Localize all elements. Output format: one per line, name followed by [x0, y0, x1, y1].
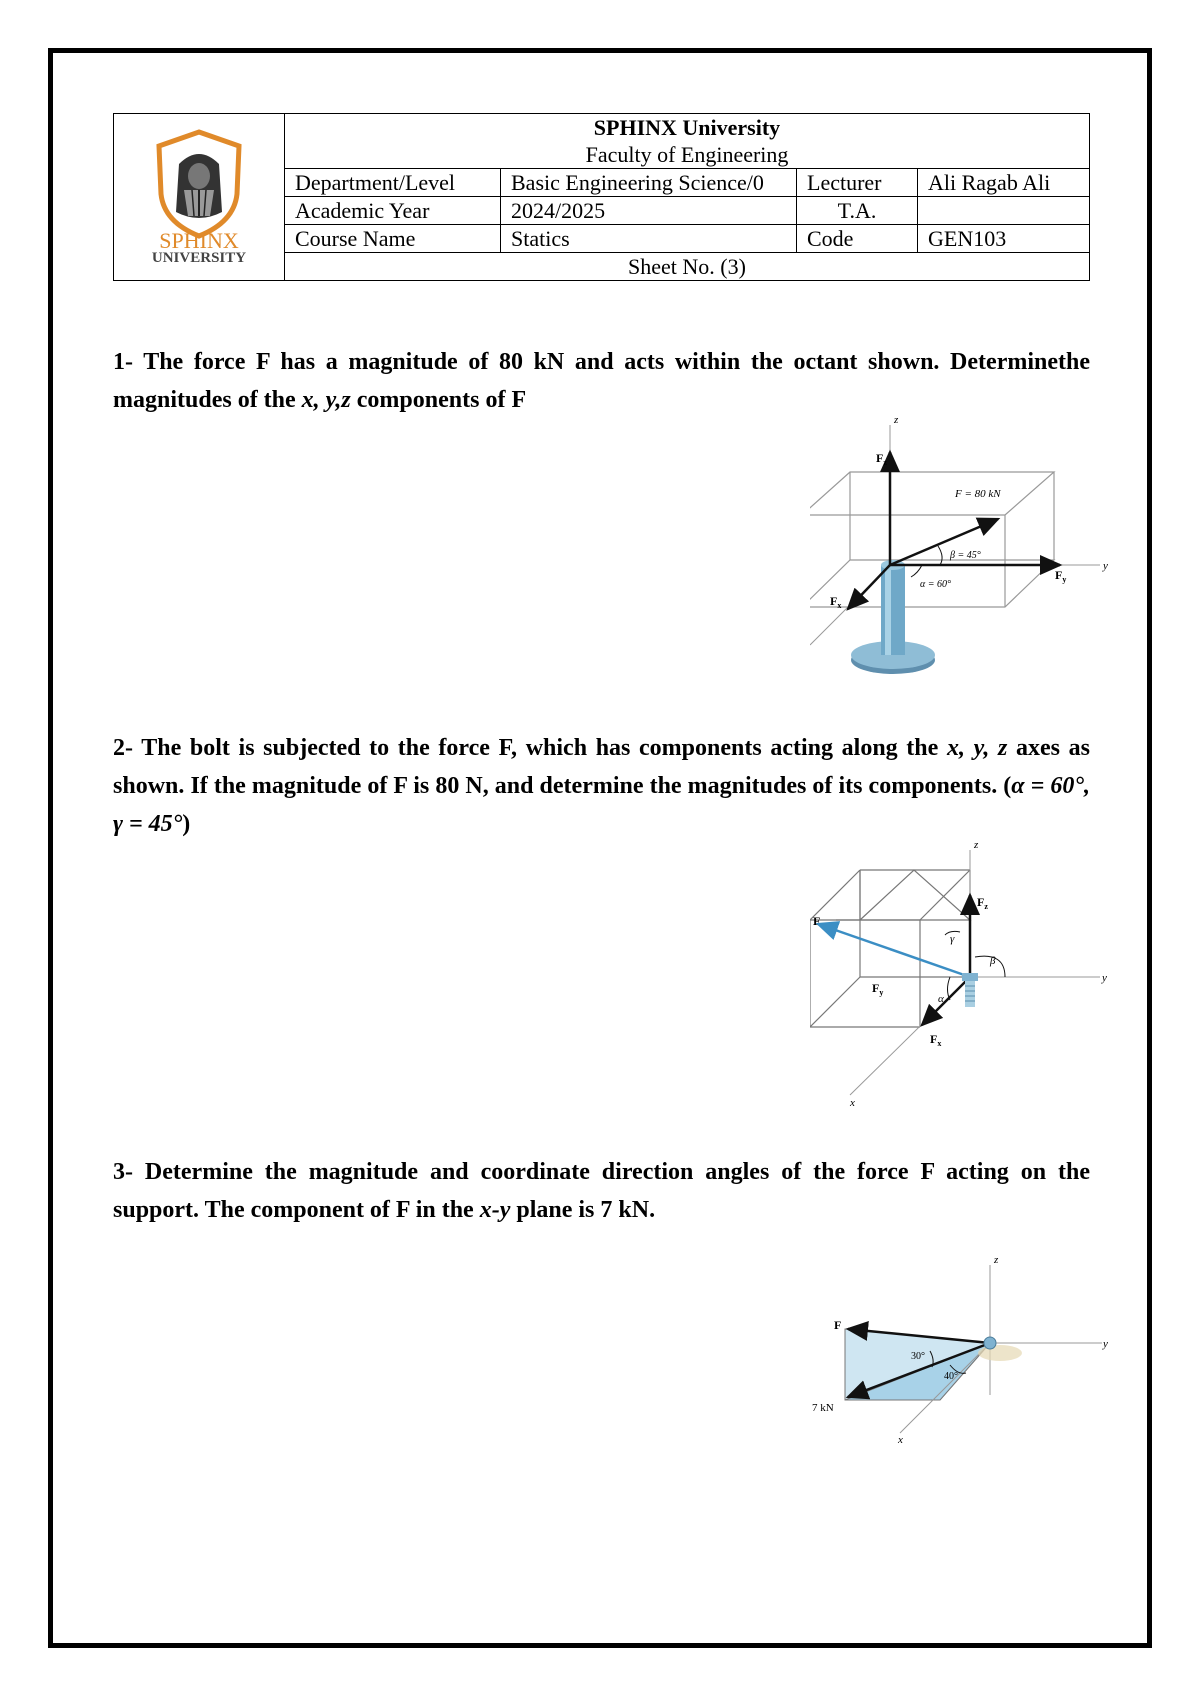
question-1-number: 1- [113, 349, 133, 375]
department-value: Basic Engineering Science/0 [501, 169, 797, 197]
question-3-number: 3- [113, 1159, 133, 1185]
code-label: Code [797, 225, 918, 253]
q2-axis-x: x [850, 1097, 855, 1109]
q3-axis-z: z [994, 1255, 999, 1266]
q2-label-fx: $F_x$ [930, 1032, 942, 1048]
question-1-vars: x, y,z [301, 387, 351, 413]
question-2-number: 2- [113, 735, 133, 761]
q3-axis-x: x [898, 1434, 903, 1445]
university-logo [114, 114, 285, 281]
question-3 [113, 1153, 1090, 1229]
ta-value [918, 197, 1090, 225]
sheet-number: Sheet No. (3) [285, 253, 1090, 281]
q1-axis-y: y [1103, 560, 1108, 572]
question-2-vars: x, y, z [946, 735, 1008, 761]
ta-label: T.A. [797, 197, 918, 225]
q2-label-fz: $F_z$ [977, 895, 988, 911]
q2-label-gamma: γ [950, 933, 955, 945]
q1-label-fz: $F_z$ [876, 451, 887, 467]
q1-axis-z: z [894, 415, 899, 426]
university-name: SPHINX University [593, 115, 781, 140]
q1-alpha-label: α = 60° [920, 579, 951, 590]
q1-force-label: F = 80 kN [955, 488, 1001, 500]
question-2-text-b: axes as shown. If the magnitude of F is 80 N, and determine the magnitudes of its components. ( [113, 735, 1090, 799]
q2-label-alpha: α [938, 993, 944, 1005]
academic-year-label: Academic Year [285, 197, 501, 225]
q1-label-fx: $F_x$ [830, 594, 842, 610]
university-faculty-cell [285, 114, 1090, 169]
q2-axis-y: y [1102, 972, 1107, 984]
course-name-label: Course Name [285, 225, 501, 253]
lecturer-label: Lecturer [797, 169, 918, 197]
question-2-text-c: ) [182, 811, 191, 837]
q3-axis-y: y [1103, 1338, 1108, 1350]
q1-beta-label: β = 45° [950, 550, 981, 561]
department-label: Department/Level [285, 169, 501, 197]
course-name-value: Statics [501, 225, 797, 253]
question-2-text-a: The bolt is subjected to the force F, which has components acting along the [141, 735, 947, 761]
q3-angle-30: 30° [911, 1351, 925, 1362]
q3-angle-40: 40° [944, 1371, 958, 1382]
question-1 [113, 343, 1090, 419]
question-3-vars: x-y [479, 1197, 511, 1223]
question-2-equation: α = 60°, γ = 45° [113, 773, 1090, 837]
question-3-figure [810, 1255, 1110, 1445]
faculty-name: Faculty of Engineering [585, 142, 789, 167]
lecturer-value: Ali Ragab Ali [918, 169, 1090, 197]
question-1-text-b: components of F [350, 387, 527, 413]
sphinx-logo-icon [134, 124, 264, 264]
q2-label-beta: β [990, 955, 996, 967]
q2-axis-z: z [974, 840, 979, 851]
q2-f-arrow-label: F [813, 914, 821, 928]
question-3-text-b: plane is 7 kN. [510, 1197, 656, 1223]
logo-text-university: UNIVERSITY [151, 250, 247, 264]
academic-year-value: 2024/2025 [501, 197, 797, 225]
question-2-figure [810, 840, 1110, 1110]
question-2 [113, 729, 1090, 843]
question-1-figure [810, 415, 1110, 680]
q3-label-f: F [834, 1318, 842, 1332]
q3-label-7kn: 7 kN [812, 1402, 834, 1414]
logo-text-sphinx: SPHINX [159, 228, 239, 253]
q1-label-fy: $F_y$ [1055, 568, 1067, 584]
q2-label-fy: $F_y$ [872, 981, 884, 997]
course-header-table [113, 113, 1090, 281]
question-1-text-a: The force F has a magnitude of 80 kN and acts within the octant shown. Determinethe magnitudes of the [113, 349, 1090, 413]
code-value: GEN103 [918, 225, 1090, 253]
question-3-text-a: Determine the magnitude and coordinate direction angles of the force F acting on the support. The component of F in the [113, 1159, 1090, 1223]
